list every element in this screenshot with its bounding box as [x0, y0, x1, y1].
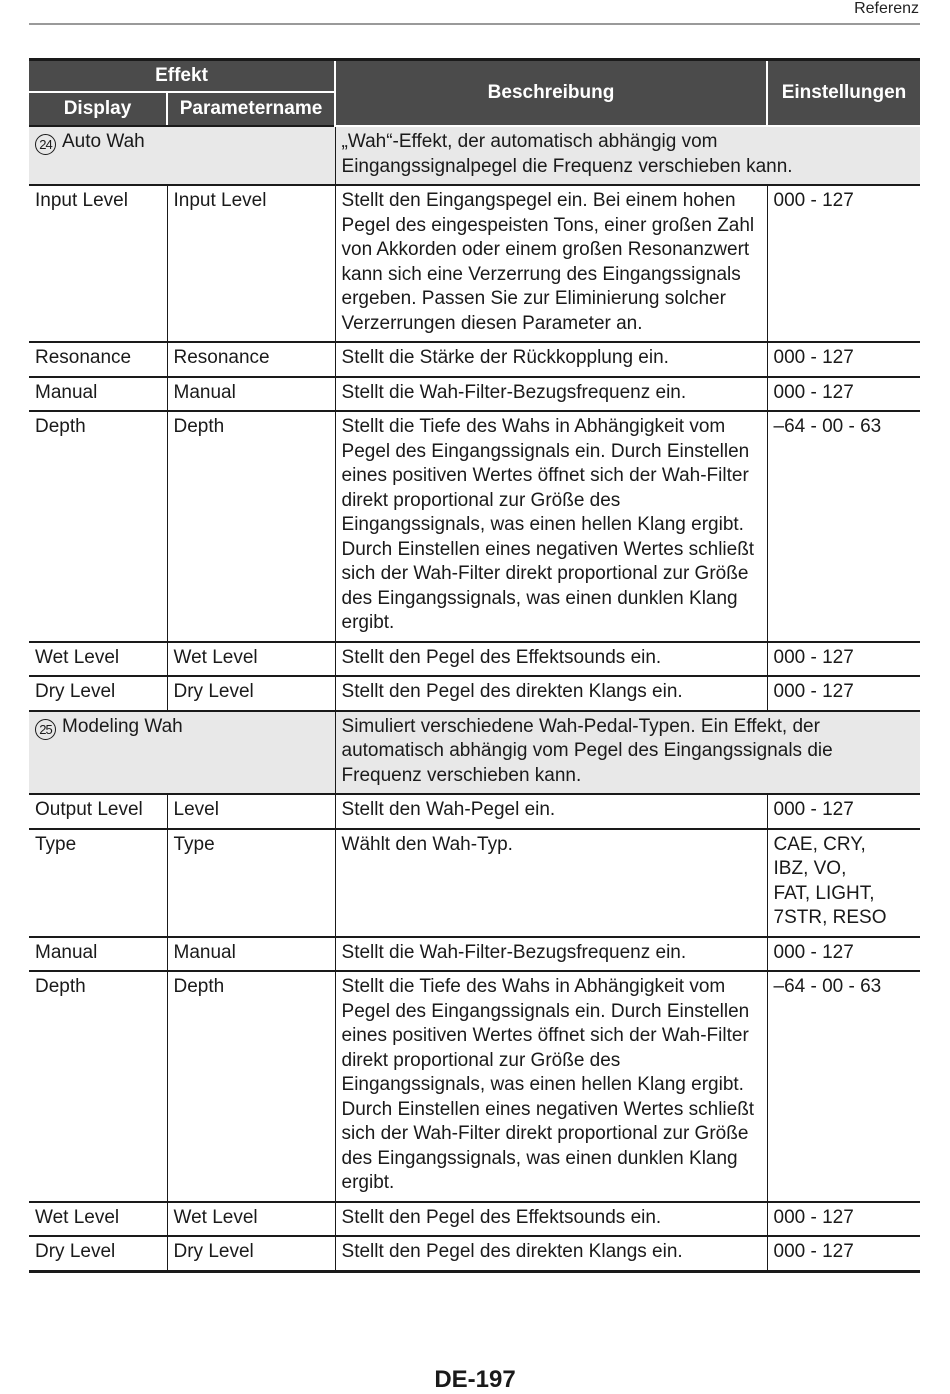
table-row: [29, 342, 920, 377]
display-cell: Input Level: [29, 185, 167, 342]
setting-cell: –64 - 00 - 63: [767, 971, 920, 1202]
effect-name: Modeling Wah: [62, 715, 183, 737]
table-row: [29, 794, 920, 829]
parameter-name-cell: Manual: [167, 937, 335, 972]
table-row: [29, 411, 920, 642]
setting-cell: 000 - 127: [767, 342, 920, 377]
display-cell: Dry Level: [29, 1236, 167, 1271]
header-divider: [29, 23, 920, 25]
setting-cell: 000 - 127: [767, 185, 920, 342]
description-cell: Stellt die Wah-Filter-Bezugsfrequenz ein.: [335, 377, 767, 412]
setting-cell: 000 - 127: [767, 937, 920, 972]
table-row: [29, 185, 920, 342]
effect-name: Auto Wah: [62, 131, 145, 152]
display-cell: Depth: [29, 971, 167, 1202]
parameter-name-cell: Level: [167, 794, 335, 829]
description-cell: Stellt die Tiefe des Wahs in Abhängigkeit vom Pegel des Eingangssignals ein. Durch Einstellen eines positiven Wertes öffnet sich der Wah-Filter direkt proportional zur Größe des Eingangssignals, was einen hellen Klang ergibt. Durch Einstellen eines negativen Wertes schließt sich der Wah-Filter direkt proportional zur Größe des Eingangssignals, was einen dunklen Klang ergibt.: [335, 411, 767, 642]
description-cell: Stellt den Pegel des Effektsounds ein.: [335, 1202, 767, 1237]
display-cell: Type: [29, 829, 167, 937]
display-cell: Wet Level: [29, 1202, 167, 1237]
header-display: Display: [29, 92, 167, 126]
description-cell: Stellt die Tiefe des Wahs in Abhängigkeit vom Pegel des Eingangssignals ein. Durch Einstellen eines positiven Wertes öffnet sich der Wah-Filter direkt proportional zur Größe des Eingangssignals, was einen hellen Klang ergibt. Durch Einstellen eines negativen Wertes schließt sich der Wah-Filter direkt proportional zur Größe des Eingangssignals, was einen dunklen Klang ergibt.: [335, 971, 767, 1202]
display-cell: Depth: [29, 411, 167, 642]
effect-section-row: [29, 126, 920, 185]
section-header-label: Referenz: [854, 0, 919, 17]
setting-cell: –64 - 00 - 63: [767, 411, 920, 642]
description-cell: Stellt den Eingangspegel ein. Bei einem hohen Pegel des eingespeisten Tons, einer großen Zahl von Akkorden oder einem großen Resonanzwert kann sich eine Verzerrung des Eingangssignals ergeben. Passen Sie zur Eliminierung solcher Verzerrungen diesen Parameter an.: [335, 185, 767, 342]
parameter-name-cell: Depth: [167, 411, 335, 642]
parameter-name-cell: Manual: [167, 377, 335, 412]
table-row: [29, 971, 920, 1202]
display-cell: Wet Level: [29, 642, 167, 677]
display-cell: Manual: [29, 937, 167, 972]
effect-description: Simuliert verschiedene Wah-Pedal-Typen. Ein Effekt, der automatisch abhängig vom Pegel des Eingangssignals die Frequenz verschieben kann.: [335, 711, 920, 795]
table-row: [29, 377, 920, 412]
setting-cell: CAE, CRY, IBZ, VO, FAT, LIGHT, 7STR, RESO: [767, 829, 920, 937]
table-header: [29, 60, 920, 127]
page-number: DE-197: [434, 1366, 516, 1393]
display-cell: Output Level: [29, 794, 167, 829]
parameter-name-cell: Dry Level: [167, 1236, 335, 1271]
header-einstellungen: Einstellungen: [767, 60, 920, 127]
parameter-name-cell: Resonance: [167, 342, 335, 377]
display-cell: Resonance: [29, 342, 167, 377]
setting-cell: 000 - 127: [767, 676, 920, 711]
parameter-name-cell: Wet Level: [167, 1202, 335, 1237]
table-row: [29, 937, 920, 972]
parameter-name-cell: Type: [167, 829, 335, 937]
effect-number-badge: 24: [35, 134, 56, 155]
parameter-name-cell: Wet Level: [167, 642, 335, 677]
effect-description: „Wah“-Effekt, der automatisch abhängig vom Eingangssignalpegel die Frequenz verschieben kann.: [335, 126, 920, 185]
header-effekt: Effekt: [29, 60, 335, 93]
effect-name-cell: [29, 126, 335, 185]
display-cell: Dry Level: [29, 676, 167, 711]
header-parametername: Parametername: [167, 92, 335, 126]
table-body: [29, 126, 920, 1271]
header-beschreibung: Beschreibung: [335, 60, 767, 127]
effect-name-cell: [29, 711, 335, 795]
description-cell: Stellt den Pegel des direkten Klangs ein.: [335, 1236, 767, 1271]
parameter-name-cell: Dry Level: [167, 676, 335, 711]
table-row: [29, 642, 920, 677]
setting-cell: 000 - 127: [767, 1202, 920, 1237]
parameter-name-cell: Input Level: [167, 185, 335, 342]
description-cell: Stellt den Pegel des direkten Klangs ein.: [335, 676, 767, 711]
description-cell: Wählt den Wah-Typ.: [335, 829, 767, 937]
description-cell: Stellt die Wah-Filter-Bezugsfrequenz ein.: [335, 937, 767, 972]
effect-section-row: [29, 711, 920, 795]
table-row: [29, 676, 920, 711]
effect-parameter-table: [29, 58, 920, 1273]
description-cell: Stellt den Pegel des Effektsounds ein.: [335, 642, 767, 677]
setting-cell: 000 - 127: [767, 377, 920, 412]
table-row: [29, 829, 920, 937]
table-row: [29, 1202, 920, 1237]
parameter-name-cell: Depth: [167, 971, 335, 1202]
display-cell: Manual: [29, 377, 167, 412]
table-row: [29, 1236, 920, 1271]
effect-number-badge: 25: [35, 719, 56, 740]
setting-cell: 000 - 127: [767, 642, 920, 677]
description-cell: Stellt die Stärke der Rückkopplung ein.: [335, 342, 767, 377]
setting-cell: 000 - 127: [767, 794, 920, 829]
description-cell: Stellt den Wah-Pegel ein.: [335, 794, 767, 829]
setting-cell: 000 - 127: [767, 1236, 920, 1271]
